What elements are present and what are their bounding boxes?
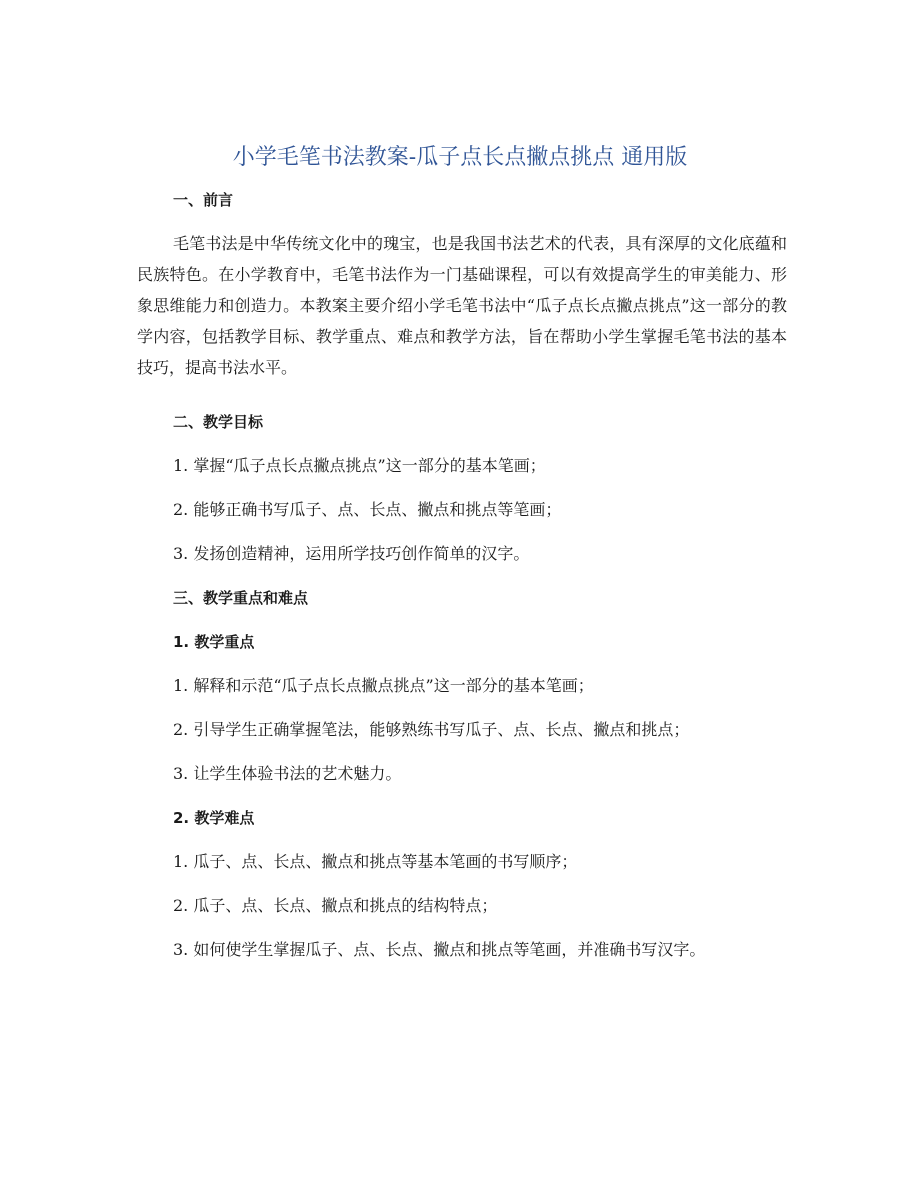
focus-item-2: 2. 引导学生正确掌握笔法，能够熟练书写瓜子、点、长点、撇点和挑点； [173,720,690,739]
difficulty-item-2: 2. 瓜子、点、长点、撇点和挑点的结构特点； [173,896,498,915]
sub-heading-focus: 1. 教学重点 [173,633,255,651]
document-body [137,188,787,962]
sub-heading-difficulty: 2. 教学难点 [173,809,255,827]
objective-item-3: 3. 发扬创造精神，运用所学技巧创作简单的汉字。 [173,544,530,563]
objective-item-1: 1. 掌握“瓜子点长点撇点挑点”这一部分的基本笔画； [173,456,546,475]
focus-item-1: 1. 解释和示范“瓜子点长点撇点挑点”这一部分的基本笔画； [173,676,594,695]
document-title: 小学毛笔书法教案-瓜子点长点撇点挑点 通用版 [232,145,688,170]
objective-item-2: 2. 能够正确书写瓜子、点、长点、撇点和挑点等笔画； [173,500,562,519]
difficulty-item-1: 1. 瓜子、点、长点、撇点和挑点等基本笔画的书写顺序； [173,852,578,871]
section-heading-objectives: 二、教学目标 [173,413,264,431]
difficulty-item-3: 3. 如何使学生掌握瓜子、点、长点、撇点和挑点等笔画，并准确书写汉字。 [173,940,706,959]
section-heading-key-points: 三、教学重点和难点 [173,589,309,607]
preface-paragraph: 毛笔书法是中华传统文化中的瑰宝，也是我国书法艺术的代表，具有深厚的文化底蕴和民族特色。在小学教育中，毛笔书法作为一门基础课程，可以有效提高学生的审美能力、形象思维能力和创造力。本教案主要介绍小学毛笔书法中“瓜子点长点撇点挑点”这一部分的教学内容，包括教学目标、教学重点、难点和教学方法，旨在帮助小学生掌握毛笔书法的基本技巧，提高书法水平。 [137,234,787,377]
focus-item-3: 3. 让学生体验书法的艺术魅力。 [173,764,402,783]
section-heading-preface: 一、前言 [173,191,234,209]
